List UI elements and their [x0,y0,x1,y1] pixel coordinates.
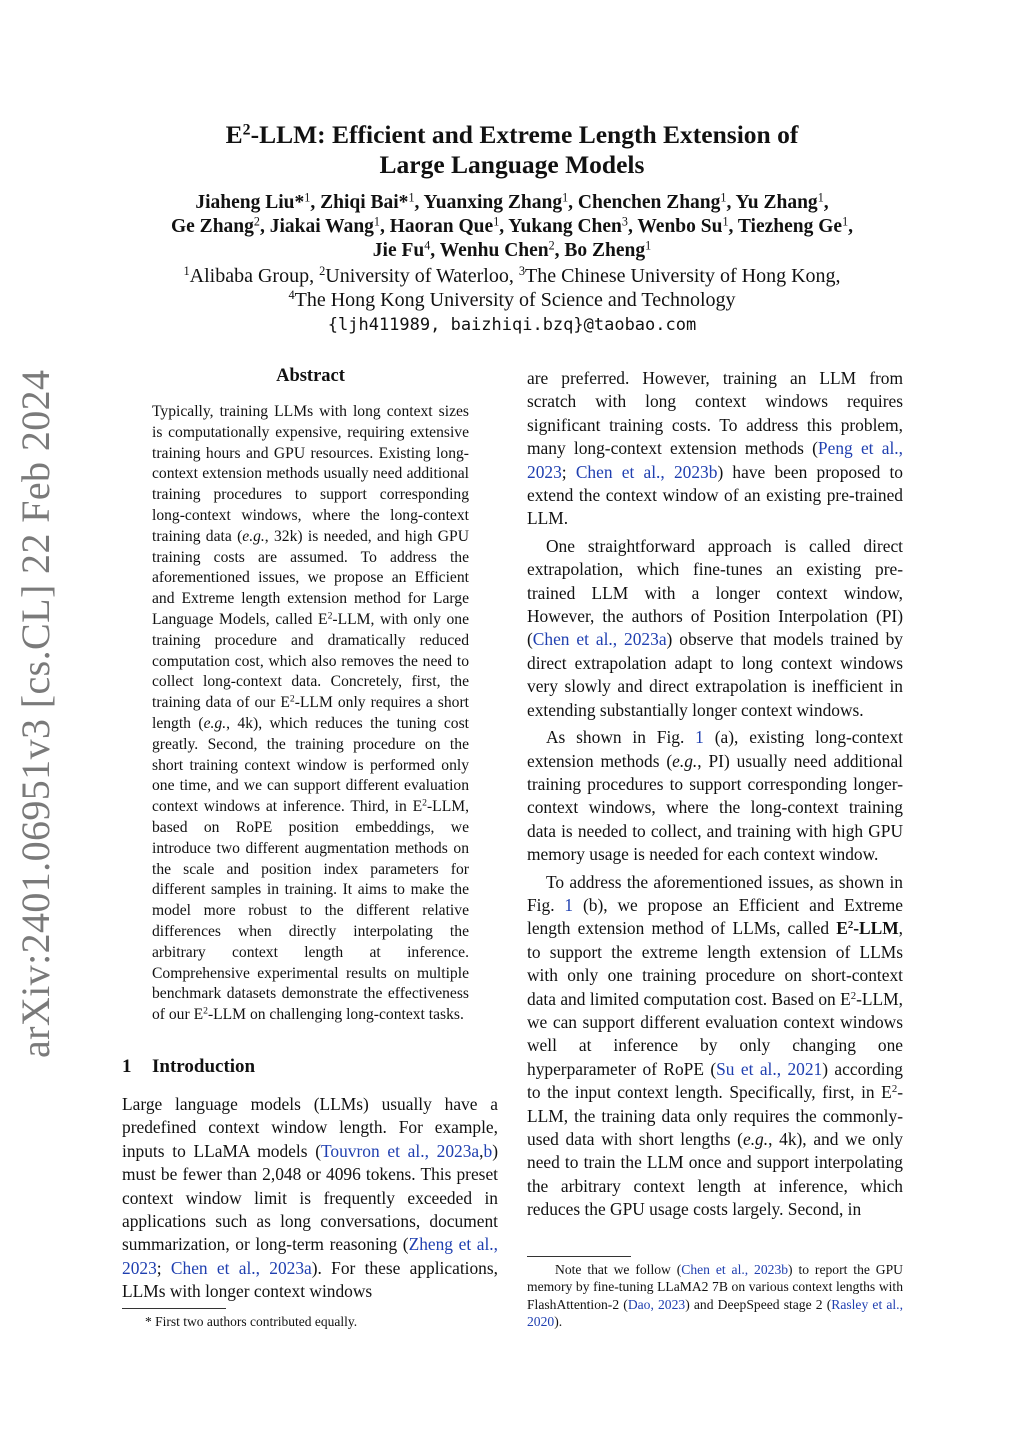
paragraph: One straightforward approach is called direct extrapolation, which fine-tunes an existing pre-trained LLM with a longer context window, However, the authors of Position Interpolation (PI) (Chen et al., 2023a) observe that models trained by direct extrapolation adapt to long context windows very slowly and direct extrapolation is inefficient in extending substantially longer context windows. [527,535,903,720]
author-list [110,191,914,263]
section-number: 1 [122,1056,132,1077]
figure-link[interactable]: 1 [564,894,574,915]
footnote-equal-contribution: * First two authors contributed equally. [145,1314,358,1329]
author: Yukang Chen$^3$, [508,214,638,237]
citation-link[interactable]: Su et al., 2021 [716,1058,823,1079]
author: Yu Zhang$^1$, [735,190,829,213]
footnote-divider [122,1308,226,1309]
contact-email: {ljh411989, baizhiqi.bzq}@taobao.com [327,315,697,335]
citation-link[interactable]: Peng et al., 2023 [527,438,904,482]
citation-link[interactable]: Rasley et al., 2020 [527,1296,903,1330]
author: Ge Zhang$^2$, [170,214,270,237]
author: Wenbo Su$^1$, [637,214,738,237]
citation-link[interactable]: Zheng et al., 2023 [122,1234,499,1278]
author: Yuanxing Zhang$^1$, [423,190,578,213]
citation-link[interactable]: Chen et al., 2023a [170,1257,312,1278]
right-column-text [527,367,903,1226]
author: Bo Zheng$^1$ [564,238,652,261]
title-line2: Large Language Models [379,150,645,179]
author: Jie Fu$^4$, [372,238,440,261]
citation-link[interactable]: b [483,1140,493,1161]
abstract-heading: Abstract [276,366,345,386]
figure-link[interactable]: 1 [695,727,704,748]
author: Chenchen Zhang$^1$, [577,190,736,213]
introduction-text: Large language models (LLMs) usually have a predefined context window length. For example, inputs to LLaMA models (Touvron et al., 2023a,b) must be fewer than 2,048 or 4096 tokens. This preset context window limit is frequently exceeded in applications such as long conversations, document summarization, or long-term reasoning (Zheng et al., 2023; Chen et al., 2023a). For these applications, LLMs with longer context windows [122,1094,499,1302]
author: Jiaheng Liu*$^1$, [195,190,321,213]
citation-link[interactable]: Chen et al., 2023b [575,461,718,482]
abstract-text: Typically, training LLMs with long context sizes is computationally expensive, requiring extensive training hours and GPU resources. Existing long-context extension methods usually need additional training procedures to support corresponding long-context windows, where the long-context training data (e.g., 32k) is needed, and high GPU training costs are assumed. To address the aforementioned issues, we propose an Efficient and Extreme length extension method for Large Language Models, called $E^2$-LLM, with only one training procedure and dramatically reduced computation cost, which also removes the need to collect long-context data. Concretely, first, the training data of our $E^2$-LLM only requires a short length (e.g., 4k), which reduces the tuning cost greatly. Second, the training procedure on the short training context window is performed only one time, and we can support different evaluation context windows at inference. Third, in $E^2$-LLM, based on RoPE position embeddings, we introduce two different augmentation methods on the scale and position index parameters for different samples in training. It aims to make the model more robust to the different relative differences when directly interpolating the arbitrary context length at inference. Comprehensive experimental results on multiple benchmark datasets demonstrate the effectiveness of our $E^2$-LLM on challenging long-context tasks. [152,403,469,1024]
title-superscript: 2 [242,121,251,139]
citation-link[interactable]: Dao, 2023 [627,1296,686,1312]
section-title: Introduction [152,1056,256,1077]
paragraph: To address the aforementioned issues, as shown in Fig. 1 (b), we propose an Efficient and Extreme length extension method of LLMs, called $E^2$-LLM, to support the extreme length extension of LLMs with only one training procedure on short-context data and limited computation cost. Based on $E^2$-LLM, we can support different evaluation context windows well at inference by only changing one hyperparameter of RoPE (Su et al., 2021) according to the input context length. Specifically, first, in $E^2$-LLM, the training data only requires the commonly-used data with short lengths (e.g., 4k), and we only need to train the LLM once and support interpolating the arbitrary context length at inference, which reduces the GPU usage costs largely. Second, in [527,871,903,1220]
paragraph: are preferred. However, training an LLM from scratch with long context windows requires significant training costs. To address this problem, many long-context extension methods (Peng et al., 2023; Chen et al., 2023b) have been proposed to extend the context window of an existing pre-trained LLM. [527,368,904,529]
arxiv-identifier-stamp: arXiv:2401.06951v3 [cs.CL] 22 Feb 2024 [13,369,58,1058]
footnote-divider [527,1256,631,1257]
citation-link[interactable]: Chen et al., 2023b [681,1262,789,1277]
author: Jiakai Wang$^1$, [269,214,390,237]
title-line1: -LLM: Efficient and Extreme Length Extension of [250,120,799,149]
title-line1-prefix: E [225,120,243,149]
author: Wenhu Chen$^2$, [439,238,565,261]
paragraph: As shown in Fig. 1 (a), existing long-context extension methods (e.g., PI) usually need additional training procedures to support corresponding longer-context windows, where the long-context training data is needed to collect, and training with high GPU memory usage is needed for each context window. [527,727,903,865]
author: Tiezheng Ge$^1$, [737,214,854,237]
footnote-gpu-memory: Note that we follow (Chen et al., 2023b) to report the GPU memory by fine-tuning LLaMA2 7B on various context lengths with FlashAttention-2 (Dao, 2023) and DeepSpeed stage 2 (Rasley et al., 2020). [527,1262,903,1330]
author: Haoran Que$^1$, [389,214,509,237]
citation-link[interactable]: Chen et al., 2023a [532,629,667,650]
paper-title [130,120,894,180]
section-heading-introduction [122,1056,255,1078]
author: Zhiqi Bai*$^1$, [320,190,424,213]
affiliations: $^1$Alibaba Group, $^2$University of Waterloo, $^3$The Chinese University of Hong Kong, $^4$The Hong Kong University of Science and Technology [183,264,841,311]
citation-link[interactable]: Touvron et al., 2023a [321,1140,480,1161]
